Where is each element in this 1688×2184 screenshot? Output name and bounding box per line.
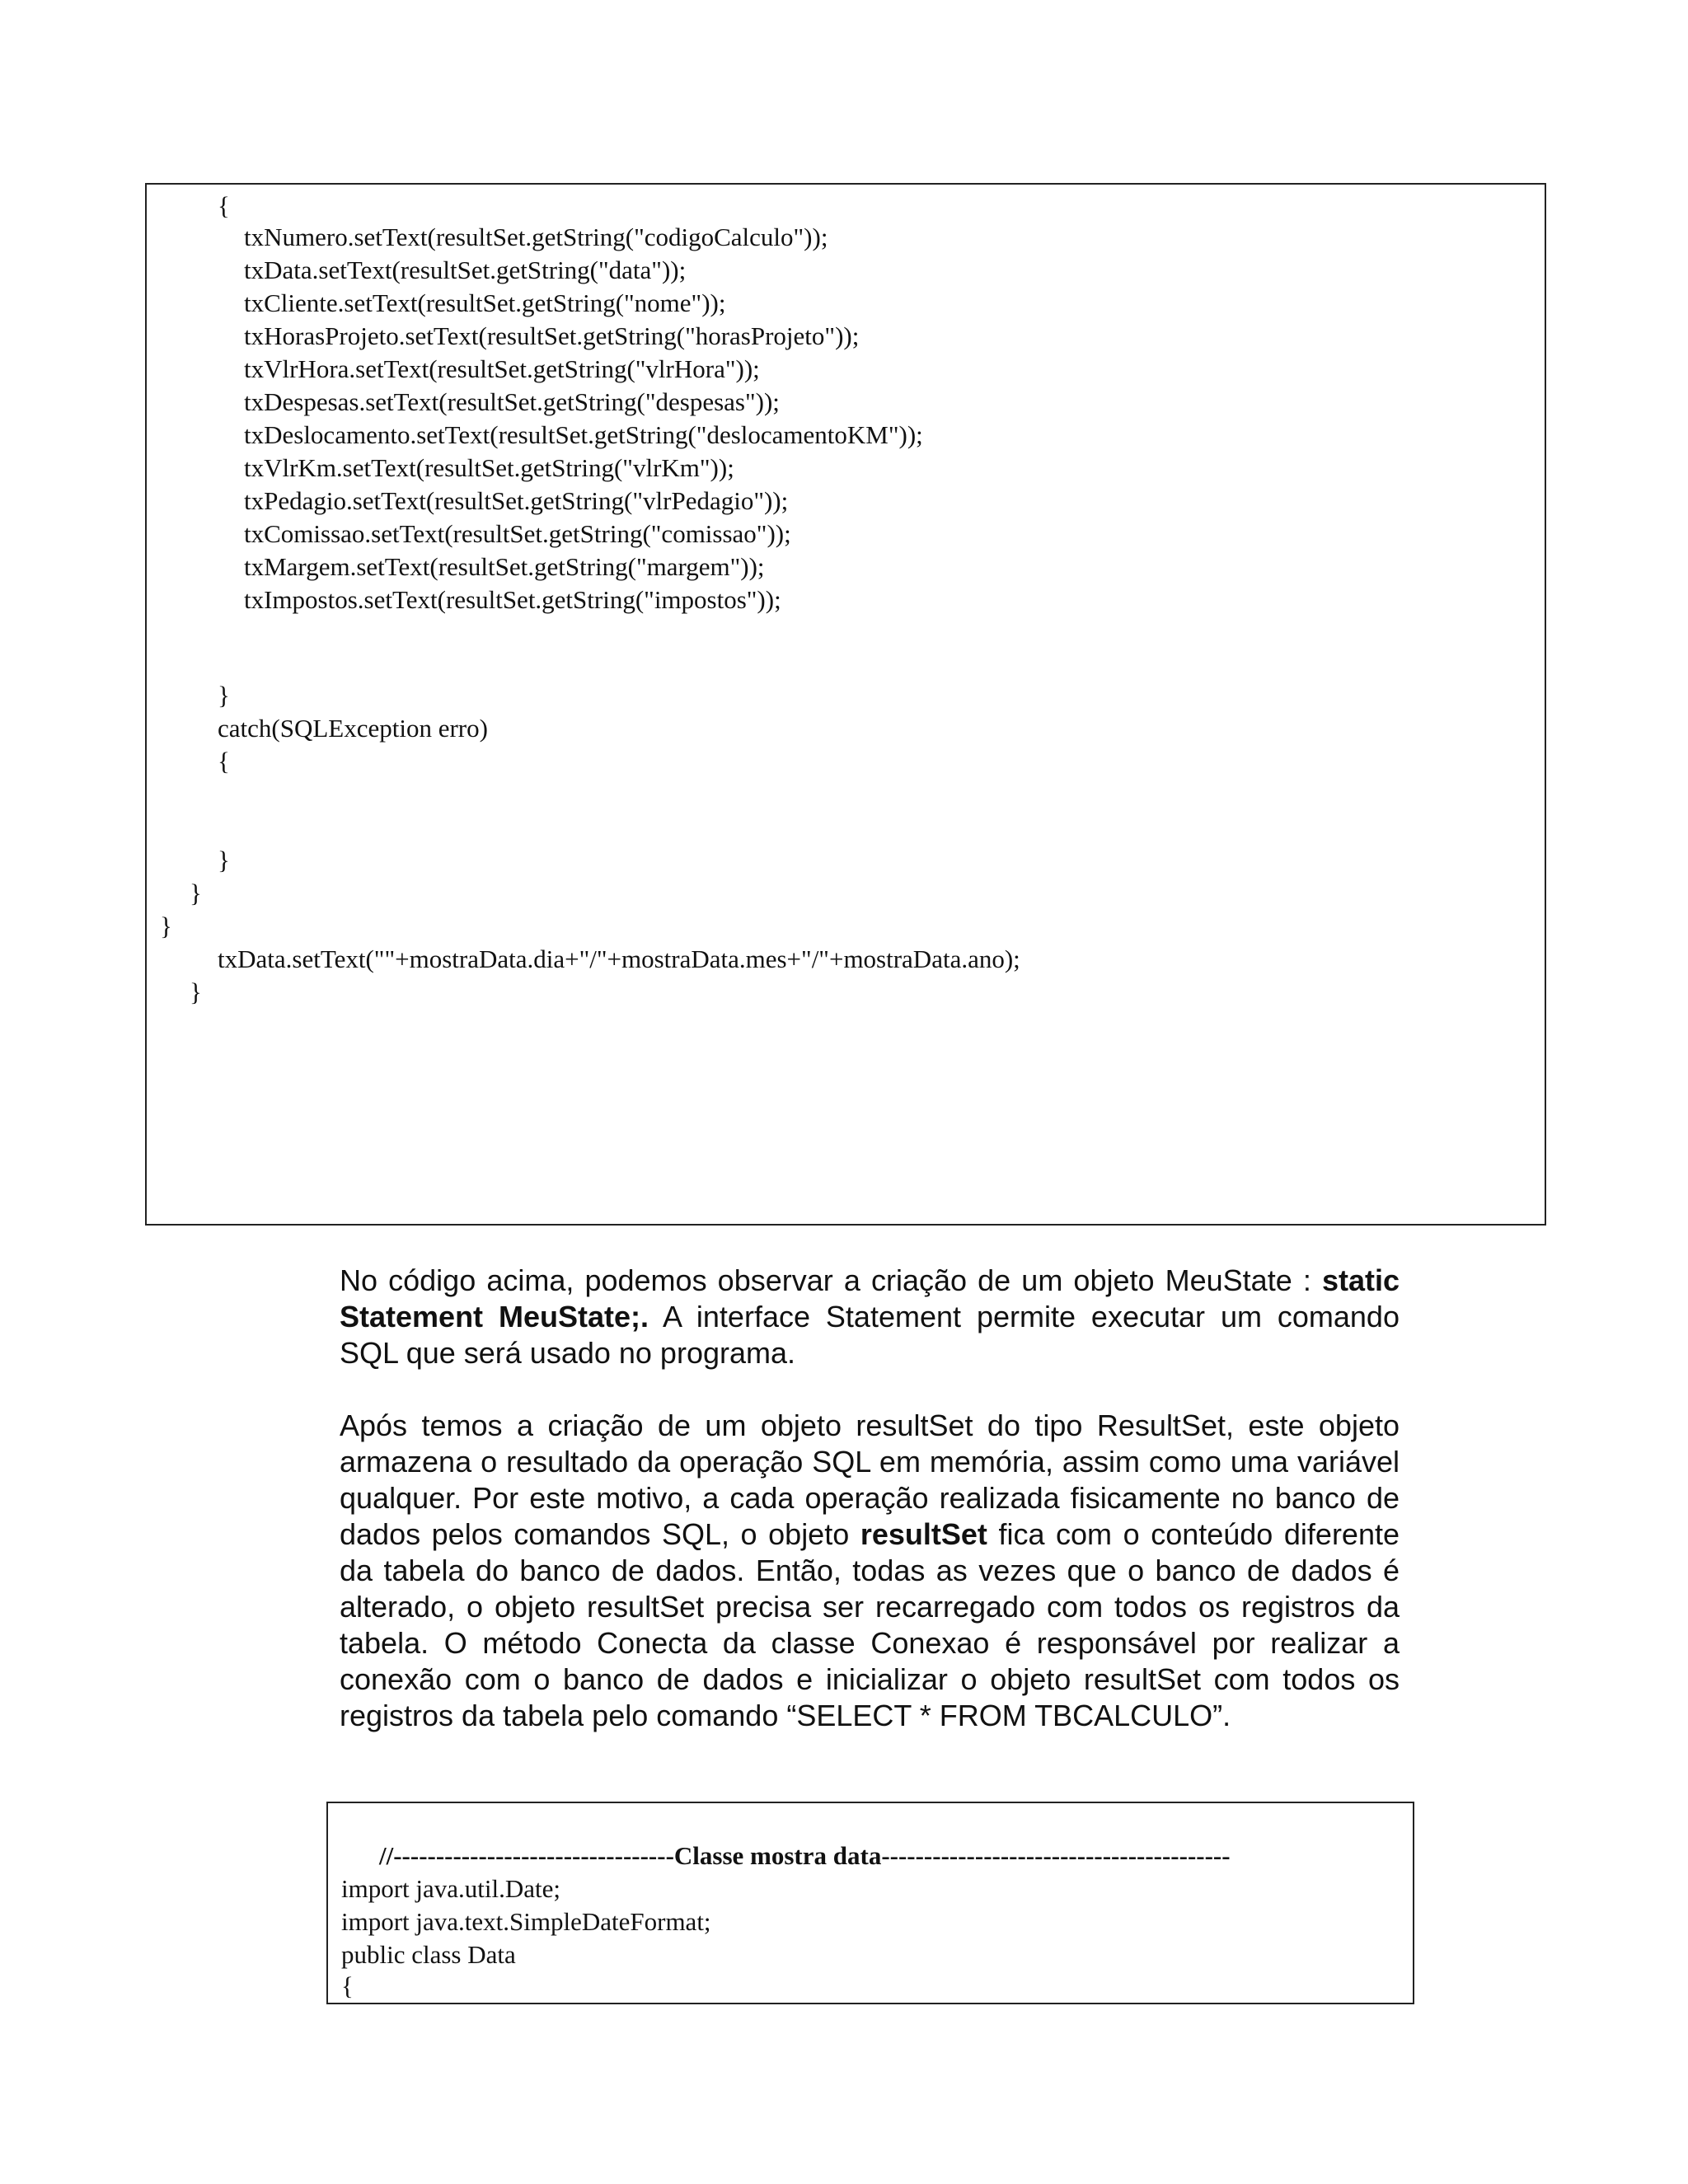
code-line: } <box>160 912 172 940</box>
code-line: txData.setText(""+mostraData.dia+"/"+mostraData.mes+"/"+mostraData.ano); <box>218 944 1020 973</box>
paragraph-2-text-a: Após temos a criação de um objeto resultSet do tipo ResultSet, este objeto armazena o resultado da operação SQL em memória, assim como uma variável qualquer. Por este motivo, a cada operação realizada fisicamente no banco de dados pelos comandos SQL, o objeto <box>340 1408 1400 1551</box>
code-line: public class Data <box>341 1940 516 1969</box>
paragraph-2 <box>340 1408 1400 1734</box>
code-line: txDespesas.setText(resultSet.getString("despesas")); <box>244 387 780 416</box>
code-line: txDeslocamento.setText(resultSet.getString("deslocamentoKM")); <box>244 420 923 449</box>
code-line: txCliente.setText(resultSet.getString("nome")); <box>244 288 726 317</box>
paragraph-1-text-a: No código acima, podemos observar a criação de um objeto MeuState : <box>340 1263 1322 1297</box>
code-line: { <box>218 191 230 220</box>
code-line: txVlrHora.setText(resultSet.getString("vlrHora")); <box>244 354 760 383</box>
code-heading: //---------------------------------Classe mostra data----------------------------------------- <box>379 1841 1231 1870</box>
paragraph-1 <box>340 1263 1400 1371</box>
code-line: } <box>218 681 230 710</box>
code-line: txPedagio.setText(resultSet.getString("vlrPedagio")); <box>244 486 789 515</box>
code-line: txImpostos.setText(resultSet.getString("impostos")); <box>244 585 781 614</box>
code-block-1 <box>145 183 1546 1226</box>
code-line: { <box>341 1971 354 2000</box>
code-line: txData.setText(resultSet.getString("data")); <box>244 255 687 284</box>
code-line: txNumero.setText(resultSet.getString("codigoCalculo")); <box>244 223 828 251</box>
code-line: import java.text.SimpleDateFormat; <box>341 1907 711 1936</box>
code-block-2 <box>326 1802 1414 2004</box>
code-line: import java.util.Date; <box>341 1874 561 1903</box>
code-line: } <box>218 846 230 874</box>
paragraph-1-bold: static Statement MeuState;. <box>340 1263 1400 1333</box>
code-line: txComissao.setText(resultSet.getString("comissao")); <box>244 519 791 548</box>
code-line: txHorasProjeto.setText(resultSet.getString("horasProjeto")); <box>244 321 860 350</box>
paragraph-1-text-b: A interface Statement permite executar um comando SQL que será usado no programa. <box>340 1300 1400 1370</box>
paragraph-2-bold: resultSet <box>860 1517 987 1551</box>
code-line: txMargem.setText(resultSet.getString("margem")); <box>244 552 765 581</box>
code-line: catch(SQLException erro) <box>218 714 488 743</box>
code-line: } <box>190 879 202 907</box>
code-line: { <box>218 747 230 776</box>
code-line: } <box>190 977 202 1006</box>
paragraph-2-text-b: fica com o conteúdo diferente da tabela do banco de dados. Então, todas as vezes que o banco de dados é alterado, o objeto resultSet precisa ser recarregado com todos os registros da tabela. O método Conecta da classe Conexao é responsável por realizar a conexão com o banco de dados e inicializar o objeto resultSet com todos os registros da tabela pelo comando “SELECT * FROM TBCALCULO”. <box>340 1517 1400 1732</box>
code-line: txVlrKm.setText(resultSet.getString("vlrKm")); <box>244 453 734 482</box>
